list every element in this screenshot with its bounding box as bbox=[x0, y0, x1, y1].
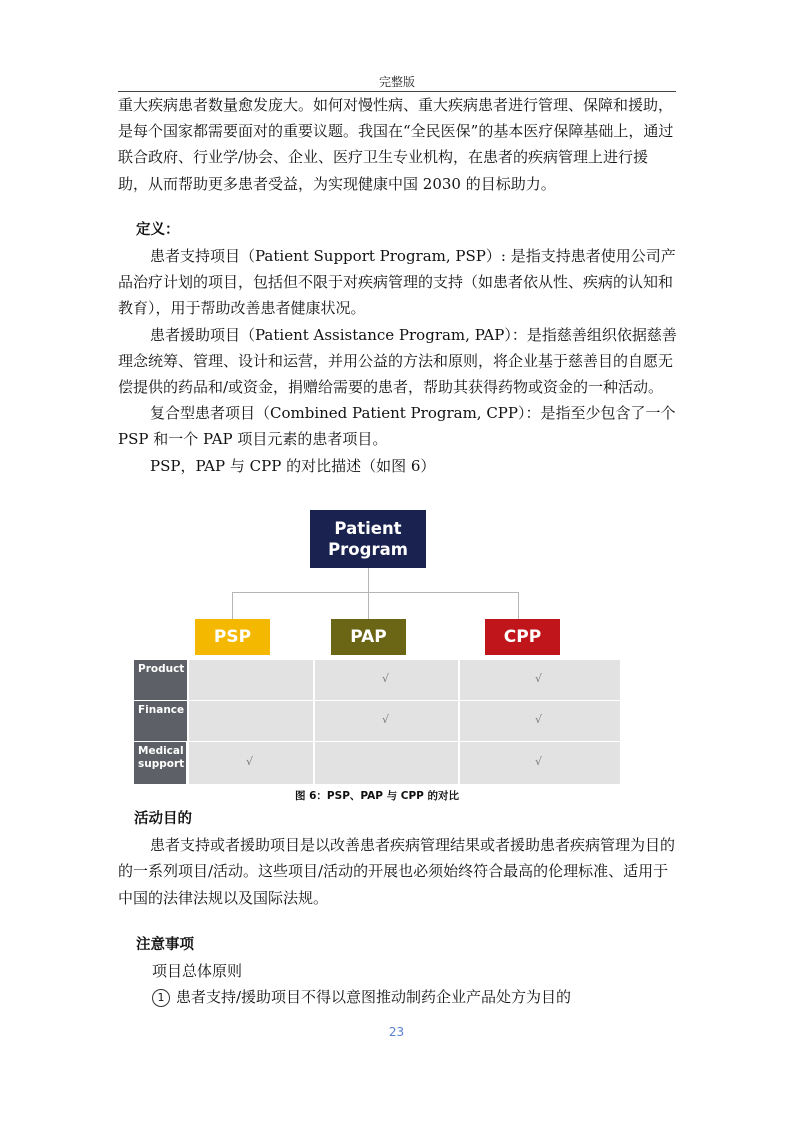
table-cell bbox=[315, 742, 458, 784]
check-mark: √ bbox=[535, 672, 543, 685]
main-text-continued bbox=[118, 806, 678, 1010]
connector-line bbox=[368, 568, 369, 592]
connector-line bbox=[368, 592, 369, 619]
check-mark: √ bbox=[246, 755, 254, 768]
connector-line bbox=[518, 592, 519, 619]
pap-definition: 患者援助项目（Patient Assistance Program, PAP）：是指慈善组织依据慈善理念统筹、管理、设计和运营，并用公益的方法和原则，将企业基于慈善目的自愿无偿提供的药品和/或资金，捐赠给需要的患者，帮助其获得药物或资金的一种活动。 bbox=[118, 325, 677, 397]
comparison-table bbox=[134, 660, 620, 784]
definition-heading: 定义： bbox=[136, 221, 180, 238]
table-cell bbox=[189, 701, 313, 741]
row-label: Medical support bbox=[134, 742, 186, 784]
check-mark: √ bbox=[535, 713, 543, 726]
psp-box: PSP bbox=[195, 619, 270, 655]
figure-caption: 图 6：PSP、PAP 与 CPP 的对比 bbox=[294, 790, 460, 802]
connector-line bbox=[232, 592, 519, 593]
intro-paragraph: 重大疾病患者数量愈发庞大。如何对慢性病、重大疾病患者进行管理、保障和援助，是每个国家都需要面对的重要议题。我国在“全民医保”的基本医疗保障基础上，通过联合政府、行业学/协会、企业、医疗卫生专业机构，在患者的疾病管理上进行援助，从而帮助更多患者受益，为实现健康中国 2030 的目标助力。 bbox=[118, 96, 674, 193]
activity-paragraph: 患者支持或者援助项目是以改善患者疾病管理结果或者援助患者疾病管理为目的的一系列项目/活动。这些项目/活动的开展也必须始终符合最高的伦理标准、适用于中国的法律法规以及国际法规。 bbox=[118, 836, 676, 907]
list-item-text: 患者支持/援助项目不得以意图推动制药企业产品处方为目的 bbox=[176, 988, 572, 1007]
circled-number-icon: 1 bbox=[152, 989, 170, 1007]
notes-heading: 注意事项 bbox=[136, 936, 194, 953]
compare-intro: PSP，PAP 与 CPP 的对比描述（如图 6） bbox=[150, 456, 436, 475]
row-label: Product bbox=[134, 660, 187, 700]
page-header: 完整版 bbox=[378, 75, 415, 89]
activity-heading: 活动目的 bbox=[134, 811, 192, 827]
cpp-box: CPP bbox=[485, 619, 560, 655]
figure-program-comparison bbox=[134, 508, 620, 802]
main-text bbox=[118, 92, 678, 479]
connector-line bbox=[232, 592, 233, 619]
check-mark: √ bbox=[382, 713, 390, 726]
check-mark: √ bbox=[382, 672, 390, 685]
principle-label: 项目总体原则 bbox=[152, 962, 243, 981]
page-number: 23 bbox=[388, 1025, 405, 1039]
row-label: Finance bbox=[134, 701, 187, 741]
list-item bbox=[118, 984, 678, 1010]
check-mark: √ bbox=[535, 755, 543, 768]
table-cell bbox=[189, 660, 313, 700]
pap-box: PAP bbox=[331, 619, 406, 655]
cpp-definition: 复合型患者项目（Combined Patient Program, CPP）：是指至少包含了一个 PSP 和一个 PAP 项目元素的患者项目。 bbox=[118, 404, 676, 449]
patient-program-box: Patient Program bbox=[310, 510, 426, 568]
psp-definition: 患者支持项目（Patient Support Program, PSP）: 是指支持患者使用公司产品治疗计划的项目，包括但不限于对疾病管理的支持（如患者依从性、疾病的认知和教育），用于帮助改善患者健康状况。 bbox=[118, 247, 676, 318]
